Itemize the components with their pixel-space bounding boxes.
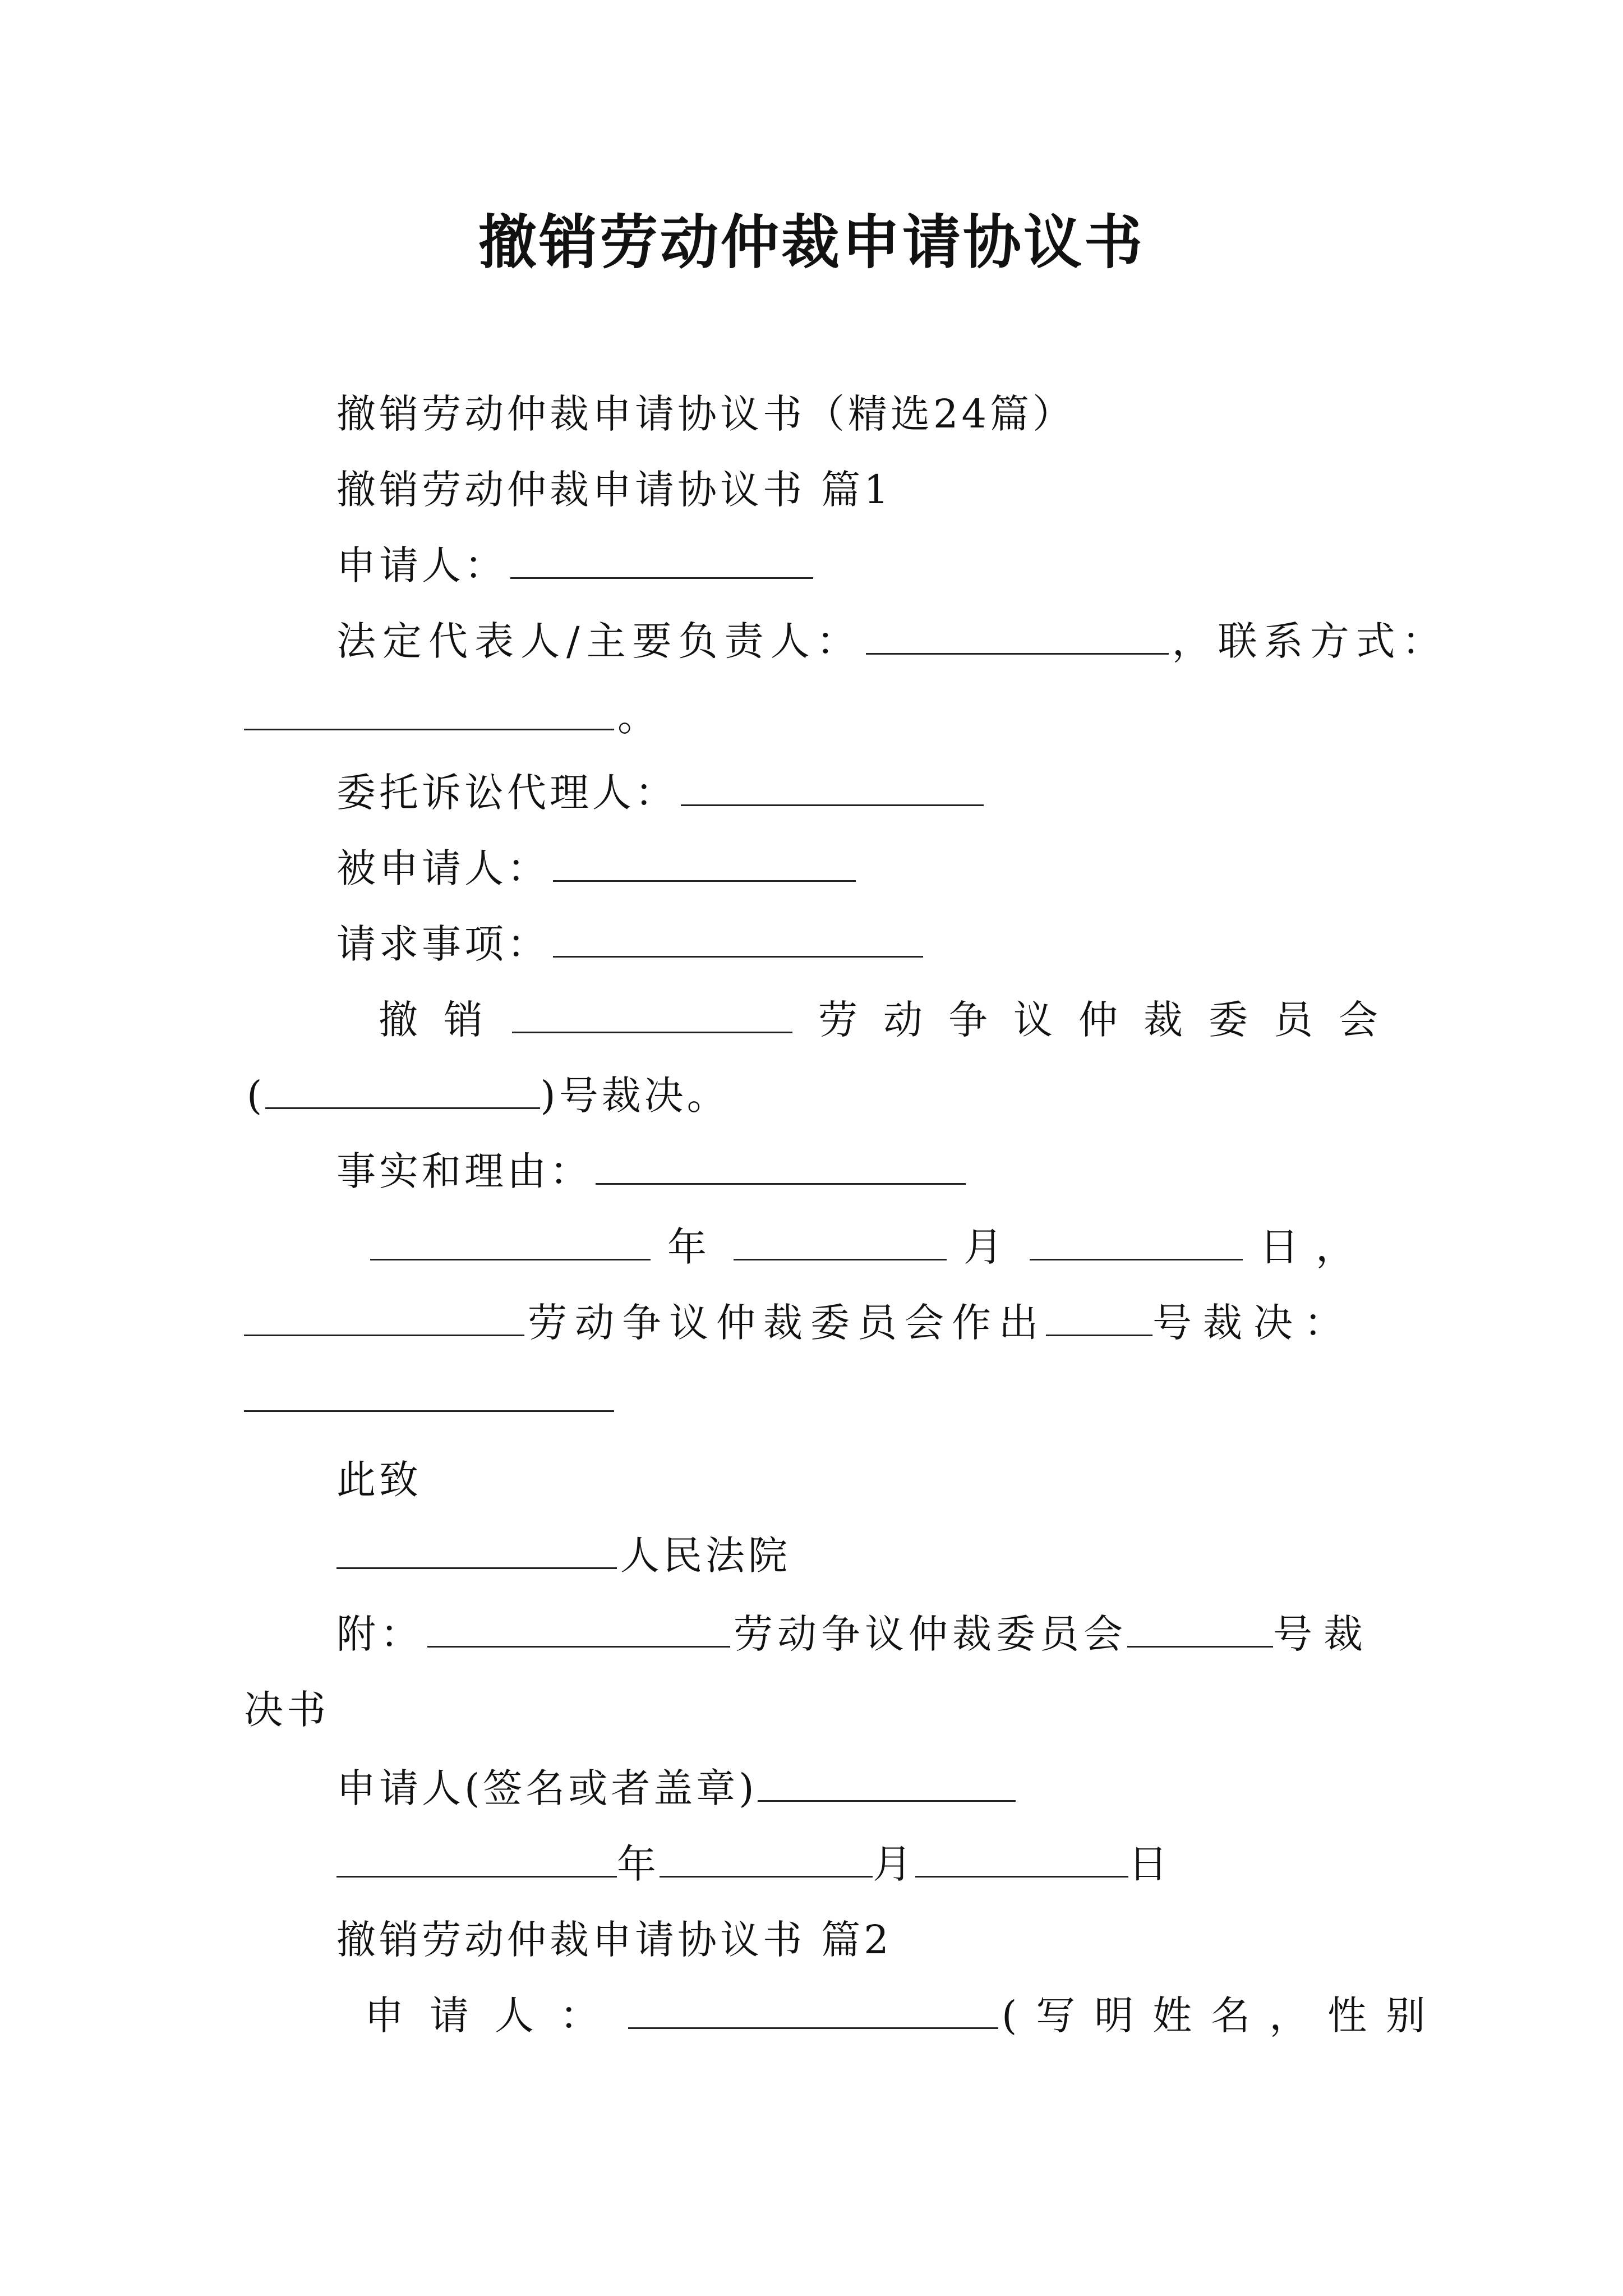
sign-year: 年 xyxy=(617,1841,660,1887)
court-blank[interactable] xyxy=(336,1533,617,1569)
revoke-line xyxy=(379,993,1404,1047)
facts-year: 年 xyxy=(667,1224,717,1270)
facts-detail-blank[interactable] xyxy=(244,1375,614,1412)
sign-month-blank[interactable] xyxy=(660,1841,873,1878)
revoke-committee-word: 劳动争议仲裁委员会 xyxy=(818,997,1404,1043)
request-blank[interactable] xyxy=(553,921,923,958)
ruling-line xyxy=(247,1069,730,1122)
facts-month: 月 xyxy=(963,1224,1013,1270)
sign-day-blank[interactable] xyxy=(915,1841,1128,1878)
signature-line xyxy=(336,1761,1016,1815)
facts-committee-line xyxy=(244,1296,1354,1350)
revoke-word: 撤销 xyxy=(379,997,509,1043)
facts-date-line xyxy=(370,1220,1372,1274)
facts-blank[interactable] xyxy=(596,1148,966,1185)
respondent-blank[interactable] xyxy=(553,845,856,882)
section-heading-1: 撤销劳动仲裁申请协议书 篇1 xyxy=(336,467,892,513)
facts-committee-blank[interactable] xyxy=(244,1300,524,1336)
contact-period: 。 xyxy=(617,694,660,740)
facts-month-blank[interactable] xyxy=(734,1224,947,1260)
document-title: 撤销劳动仲裁申请协议书 xyxy=(478,208,1145,277)
request-label: 请求事项： xyxy=(336,921,550,967)
sign-month: 月 xyxy=(873,1841,915,1887)
court-label: 人民法院 xyxy=(620,1533,791,1579)
facts-year-blank[interactable] xyxy=(370,1224,651,1260)
applicant-line xyxy=(336,539,817,592)
attachment-line xyxy=(336,1607,1374,1661)
signature-label: 申请人(签名或者盖章) xyxy=(336,1765,758,1811)
ruling-number-blank[interactable] xyxy=(265,1073,540,1109)
agent-label: 委托诉讼代理人： xyxy=(336,770,677,816)
attachment-number-blank[interactable] xyxy=(1127,1611,1273,1648)
facts-label: 事实和理由： xyxy=(336,1148,592,1194)
ruling-end: )号裁决。 xyxy=(540,1073,730,1119)
facts-line xyxy=(336,1144,969,1198)
respondent-label: 被申请人： xyxy=(336,845,550,891)
facts-ruling-number-blank[interactable] xyxy=(1046,1300,1152,1336)
sign-day: 日 xyxy=(1128,1841,1171,1887)
signature-blank[interactable] xyxy=(758,1765,1016,1802)
agent-blank[interactable] xyxy=(681,770,984,806)
section-heading-2: 撤销劳动仲裁申请协议书 篇2 xyxy=(336,1917,892,1963)
salutation: 此致 xyxy=(336,1457,422,1503)
paren-open: ( xyxy=(247,1073,266,1119)
contact-label: ，联系方式： xyxy=(1172,618,1448,664)
contact-line xyxy=(244,690,660,744)
sign-date-line xyxy=(336,1837,1171,1891)
revoke-committee-blank[interactable] xyxy=(512,997,792,1033)
legal-rep-line xyxy=(336,614,1448,668)
attachment-committee-blank[interactable] xyxy=(427,1611,730,1648)
attachment-number-a: 号裁 xyxy=(1273,1611,1374,1657)
facts-detail-line xyxy=(244,1372,617,1425)
contact-blank[interactable] xyxy=(244,694,614,730)
subtitle: 撤销劳动仲裁申请协议书（精选24篇） xyxy=(336,391,1076,437)
respondent-line xyxy=(336,841,859,895)
sign-year-blank[interactable] xyxy=(336,1841,617,1878)
facts-day-blank[interactable] xyxy=(1030,1224,1243,1260)
applicant2-note: (写明姓名，性别 xyxy=(1002,1993,1445,2039)
request-line xyxy=(336,917,926,971)
applicant2-label: 申请人： xyxy=(365,1993,625,2039)
applicant2-blank[interactable] xyxy=(628,1993,998,2029)
attachment-label: 附： xyxy=(336,1611,424,1657)
facts-ruling-colon: 号裁决： xyxy=(1152,1300,1354,1346)
attachment-line-2: 决书 xyxy=(244,1687,329,1733)
applicant-label: 申请人： xyxy=(336,542,507,588)
legal-rep-blank[interactable] xyxy=(866,618,1169,655)
court-line xyxy=(336,1529,791,1582)
agent-line xyxy=(336,766,987,820)
applicant-blank[interactable] xyxy=(510,542,813,579)
applicant2-line xyxy=(365,1989,1444,2042)
facts-committee-made: 劳动争议仲裁委员会作出 xyxy=(528,1300,1046,1346)
attachment-committee: 劳动争议仲裁委员会 xyxy=(734,1611,1127,1657)
legal-rep-label: 法定代表人/主要负责人： xyxy=(336,618,863,664)
facts-day: 日， xyxy=(1260,1224,1372,1270)
